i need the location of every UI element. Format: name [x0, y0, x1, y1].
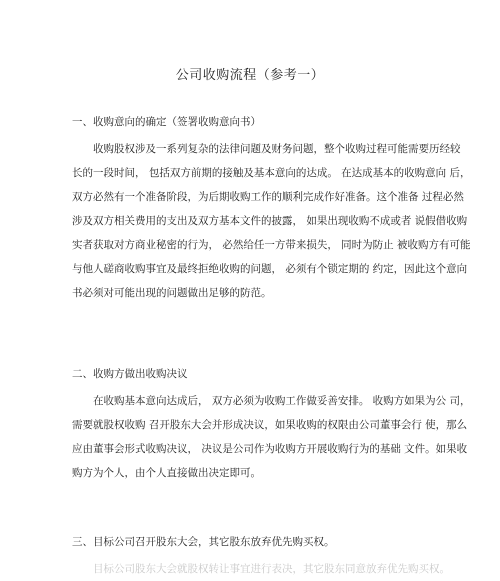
section-2: [72, 366, 471, 485]
paragraph-line: 在收购基本意向达成后， 双方必须为收购工作做妥善安排。 收购方如果为公 司，: [93, 395, 471, 407]
paragraph-line: 收购股权涉及一系列复杂的法律问题及财务问题，整个收购过程可能需要历经较: [93, 143, 461, 155]
paragraph-line: 购方为个人，由个人直接做出决定即可。: [72, 467, 261, 479]
document-title: 公司收购流程（参考一）: [175, 68, 325, 83]
section-heading: 二、收购方做出收购决议: [72, 368, 188, 380]
paragraph-line: 实者获取对方商业秘密的行为， 必然给任一方带来损失， 同时为防止 被收购方有可能: [72, 239, 471, 251]
paragraph-line: 双方必然有一个准备阶段，为后期收购工作的顺利完成作好准备。这个准备 过程必然: [72, 191, 464, 203]
paragraph-line: 应由董事会形式收购决议， 决议是公司作为收购方开展收购行为的基础 文件。如果收: [72, 443, 468, 455]
section-heading: 三、目标公司召开股东大会，其它股东放弃优先购买权。: [72, 536, 335, 548]
paragraph-line: 涉及双方相关费用的支出及双方基本文件的披露， 如果出现收购不成或者 说假借收购: [72, 215, 468, 227]
section-paragraph: [72, 389, 471, 485]
paragraph-line: 目标公司股东大会就股权转让事宜进行表决，其它股东同意放弃优先购买权。: [93, 563, 450, 575]
paragraph-line: 书必须对可能出现的问题做出足够的防范。: [72, 287, 272, 299]
section-1: [72, 114, 471, 305]
section-paragraph: [72, 557, 450, 581]
paragraph-line: 长的一段时间， 包括双方前期的接触及基本意向的达成。 在达成基本的收购意向 后，: [72, 167, 471, 179]
section-heading: 一、收购意向的确定（签署收购意向书）: [72, 116, 261, 128]
section-3: [72, 534, 450, 581]
section-paragraph: [72, 137, 471, 305]
paragraph-line: 需要就股权收购 召开股东大会并形成决议，如果收购的权限由公司董事会行 使，那么: [72, 419, 468, 431]
paragraph-line: 与他人磋商收购事宜及最终拒绝收购的问题， 必须有个锁定期的 约定，因此这个意向: [72, 263, 468, 275]
